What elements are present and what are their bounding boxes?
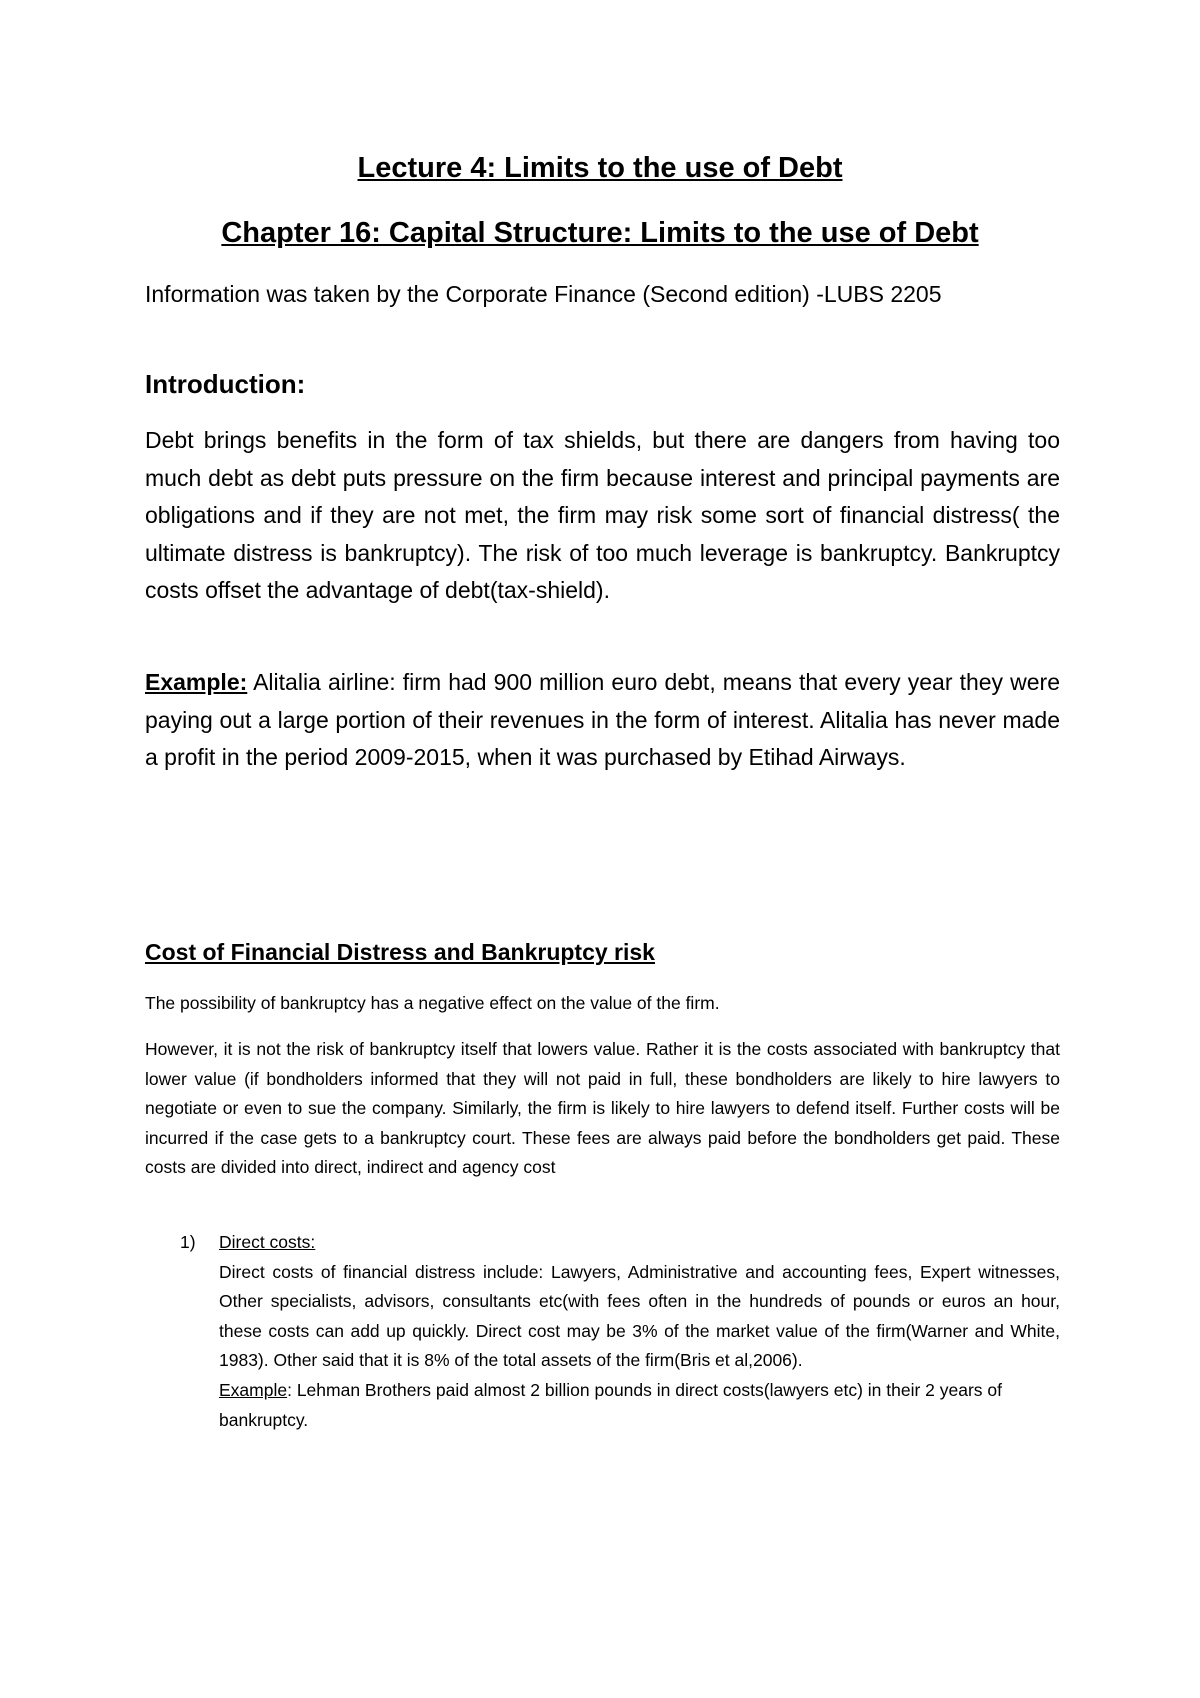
direct-costs-example [219, 1376, 1060, 1435]
lecture-title: Lecture 4: Limits to the use of Debt [357, 152, 843, 184]
chapter-title: Chapter 16: Capital Structure: Limits to the use of Debt [221, 217, 979, 249]
direct-costs-example-label: Example [219, 1379, 288, 1400]
distress-paragraph-2: However, it is not the risk of bankruptcy itself that lowers value. Rather it is the costs associated with bankruptcy that lower value (if bondholders informed that they will not paid in full, these bondholders are likely to hire lawyers to negotiate or even to sue the company. Similarly, the firm is likely to hire lawyers to defend itself. Further costs will be incurred if the case gets to a bankruptcy court. These fees are always paid before the bondholders get paid. These costs are divided into direct, indirect and agency cost [145, 1039, 1060, 1178]
direct-costs-example-text: : Lehman Brothers paid almost 2 billion pounds in direct costs(lawyers etc) in their 2 years of bankruptcy. [219, 1379, 1003, 1430]
example-label: Example: [145, 669, 248, 695]
example-paragraph [145, 664, 1060, 777]
distress-paragraph-1: The possibility of bankruptcy has a negative effect on the value of the firm. [145, 993, 720, 1013]
example-text: Alitalia airline: firm had 900 million euro debt, means that every year they were paying out a large portion of their revenues in the form of interest. Alitalia has never made a profit in the period 2009-2015, when it was purchased by Etihad Airways. [145, 669, 1060, 770]
direct-costs-label: Direct costs: [219, 1232, 316, 1252]
direct-costs-item [219, 1228, 1060, 1435]
source-note: Information was taken by the Corporate Finance (Second edition) -LUBS 2205 [145, 281, 942, 307]
introduction-heading: Introduction: [145, 369, 306, 399]
direct-costs-text: Direct costs of financial distress include: Lawyers, Administrative and accounting fees, Expert witnesses, Other specialists, advisors, consultants etc(with fees often in the hundreds of pounds or euros an hour, these costs can add up quickly. Direct cost may be 3% of the market value of the firm(Warner and White, 1983). Other said that it is 8% of the total assets of the firm(Bris et al,2006). [219, 1261, 1060, 1371]
distress-heading: Cost of Financial Distress and Bankruptcy risk [145, 939, 655, 965]
introduction-paragraph: Debt brings benefits in the form of tax shields, but there are dangers from having too much debt as debt puts pressure on the firm because interest and principal payments are obligations and if they are not met, the firm may risk some sort of financial distress( the ultimate distress is bankruptcy). The risk of too much leverage is bankruptcy. Bankruptcy costs offset the advantage of debt(tax-shield). [145, 427, 1060, 603]
list-number: 1) [180, 1232, 196, 1252]
